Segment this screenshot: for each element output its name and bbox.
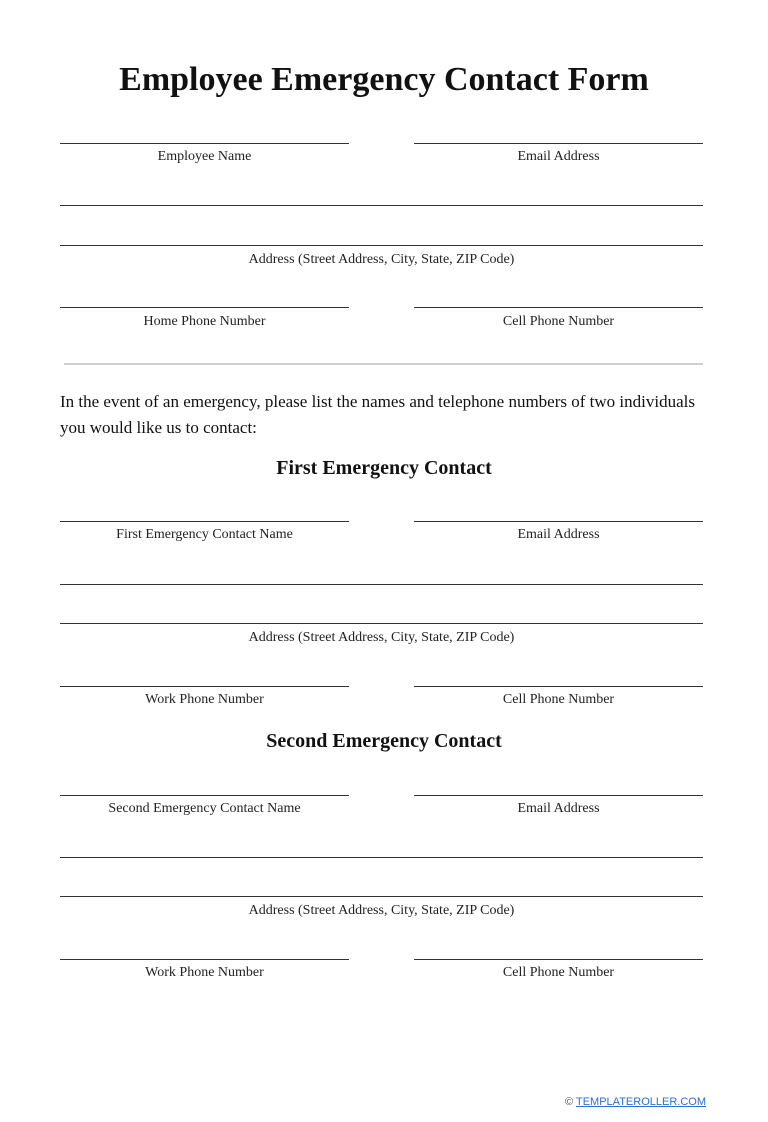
first-contact-work-phone-label: Work Phone Number xyxy=(145,692,264,707)
employee-cell-phone-line xyxy=(414,307,703,308)
employee-address-line1 xyxy=(60,205,703,206)
first-contact-email-field[interactable] xyxy=(414,500,703,520)
first-contact-cell-phone-field[interactable] xyxy=(414,665,703,685)
second-contact-name-line xyxy=(60,795,349,796)
second-contact-address-line2 xyxy=(60,896,703,897)
instructions-text: In the event of an emergency, please list the names and telephone numbers of two individuals you would like us to contact: xyxy=(60,392,695,437)
employee-home-phone-field[interactable] xyxy=(60,286,349,306)
employee-home-phone-label: Home Phone Number xyxy=(143,314,266,329)
first-contact-cell-phone-line xyxy=(414,686,703,687)
employee-home-phone-line xyxy=(60,307,349,308)
first-contact-name-label: First Emergency Contact Name xyxy=(116,527,293,542)
first-contact-address-line2 xyxy=(60,623,703,624)
employee-email-label: Email Address xyxy=(517,149,600,164)
first-contact-address-line1-field[interactable] xyxy=(60,563,703,583)
employee-name-line xyxy=(60,143,349,144)
first-contact-work-phone-field[interactable] xyxy=(60,665,349,685)
second-contact-email-field[interactable] xyxy=(414,774,703,794)
first-contact-heading: First Emergency Contact xyxy=(276,457,492,479)
copyright-icon: © xyxy=(565,1096,574,1108)
employee-cell-phone-field[interactable] xyxy=(414,286,703,306)
second-contact-address-line1 xyxy=(60,857,703,858)
employee-name-label: Employee Name xyxy=(157,149,252,164)
first-contact-email-label: Email Address xyxy=(517,527,600,542)
first-contact-address-line1 xyxy=(60,584,703,585)
employee-name-field[interactable] xyxy=(60,122,349,142)
second-contact-address-label: Address (Street Address, City, State, ZIP Code) xyxy=(248,903,515,918)
employee-address-line2-field[interactable] xyxy=(60,224,703,244)
first-contact-address-line2-field[interactable] xyxy=(60,602,703,622)
first-contact-work-phone-line xyxy=(60,686,349,687)
first-contact-address-label: Address (Street Address, City, State, ZIP Code) xyxy=(248,630,515,645)
first-contact-name-field[interactable] xyxy=(60,500,349,520)
second-contact-work-phone-field[interactable] xyxy=(60,938,349,958)
second-contact-address-line1-field[interactable] xyxy=(60,836,703,856)
employee-email-line xyxy=(414,143,703,144)
second-contact-heading: Second Emergency Contact xyxy=(266,730,502,752)
employee-email-field[interactable] xyxy=(414,122,703,142)
first-contact-cell-phone-label: Cell Phone Number xyxy=(502,692,615,707)
second-contact-cell-phone-label: Cell Phone Number xyxy=(502,965,615,980)
second-contact-name-field[interactable] xyxy=(60,774,349,794)
second-contact-name-label: Second Emergency Contact Name xyxy=(108,801,301,816)
employee-cell-phone-label: Cell Phone Number xyxy=(502,314,615,329)
form-title: Employee Emergency Contact Form xyxy=(119,61,649,98)
second-contact-work-phone-label: Work Phone Number xyxy=(145,965,264,980)
section-divider xyxy=(64,363,703,365)
employee-address-label: Address (Street Address, City, State, ZIP Code) xyxy=(248,252,515,267)
first-contact-name-line xyxy=(60,521,349,522)
employee-address-line2 xyxy=(60,245,703,246)
second-contact-work-phone-line xyxy=(60,959,349,960)
second-contact-cell-phone-field[interactable] xyxy=(414,938,703,958)
first-contact-email-line xyxy=(414,521,703,522)
second-contact-address-line2-field[interactable] xyxy=(60,875,703,895)
second-contact-cell-phone-line xyxy=(414,959,703,960)
templateroller-link[interactable]: TEMPLATEROLLER.COM xyxy=(576,1096,706,1108)
second-contact-email-line xyxy=(414,795,703,796)
footer xyxy=(565,1096,706,1108)
employee-address-line1-field[interactable] xyxy=(60,184,703,204)
second-contact-email-label: Email Address xyxy=(517,801,600,816)
